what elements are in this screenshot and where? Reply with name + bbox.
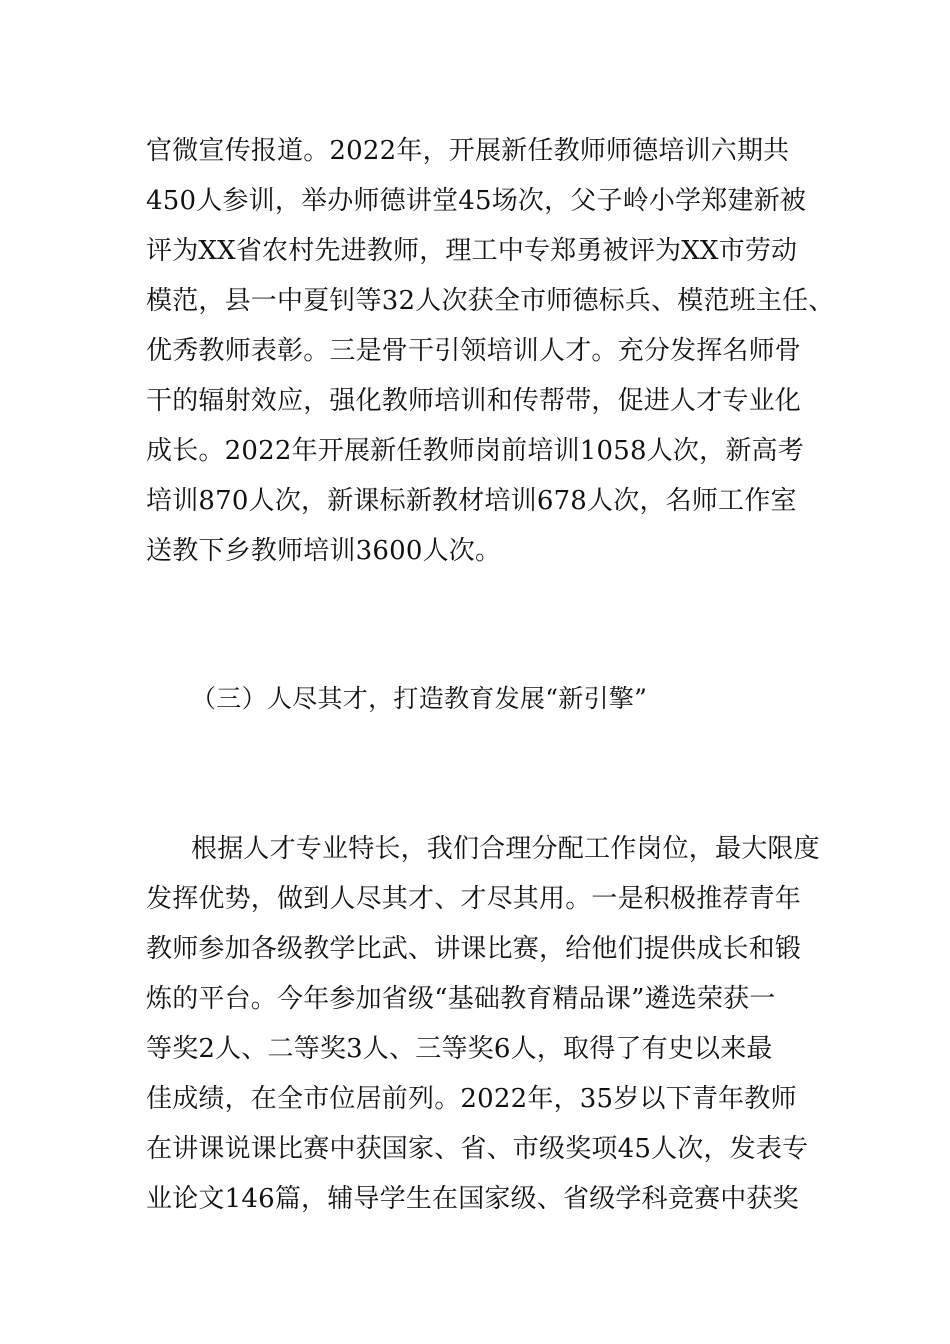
section-heading: （三）人尽其才，打造教育发展“新引擎” [191, 684, 648, 713]
paragraph-line: 炼的平台。今年参加省级“基础教育精品课”遴选荣获一 [146, 984, 776, 1014]
paragraph-line: 等奖2人、二等奖3人、三等奖6人，取得了有史以来最 [146, 1034, 773, 1064]
paragraph-line: 优秀教师表彰。三是骨干引领培训人才。充分发挥名师骨 [146, 336, 802, 366]
paragraph-line: 教师参加各级教学比武、讲课比赛，给他们提供成长和锻 [146, 934, 802, 964]
paragraph-line: 根据人才专业特长，我们合理分配工作岗位，最大限度 [191, 834, 820, 864]
paragraph-line: 官微宣传报道。2022年，开展新任教师师德培训六期共 [146, 136, 790, 166]
paragraph-line: 发挥优势，做到人尽其才、才尽其用。一是积极推荐青年 [146, 884, 802, 914]
paragraph-line: 450人参训，举办师德讲堂45场次，父子岭小学郑建新被 [146, 186, 807, 216]
paragraph-line: 培训870人次，新课标新教材培训678人次，名师工作室 [146, 486, 797, 516]
paragraph-line: 成长。2022年开展新任教师岗前培训1058人次，新高考 [146, 436, 804, 466]
paragraph-line: 送教下乡教师培训3600人次。 [146, 536, 502, 566]
paragraph-line: 模范，县一中夏钊等32人次获全市师德标兵、模范班主任、 [146, 286, 835, 316]
paragraph-line: 干的辐射效应，强化教师培训和传帮带，促进人才专业化 [146, 386, 802, 416]
paragraph-line: 业论文146篇，辅导学生在国家级、省级学科竞赛中获奖 [146, 1184, 799, 1214]
paragraph-line: 佳成绩，在全市位居前列。2022年，35岁以下青年教师 [146, 1084, 797, 1114]
paragraph-line: 评为XX省农村先进教师，理工中专郑勇被评为XX市劳动 [146, 236, 798, 266]
paragraph-line: 在讲课说课比赛中获国家、省、市级奖项45人次，发表专 [146, 1134, 809, 1164]
